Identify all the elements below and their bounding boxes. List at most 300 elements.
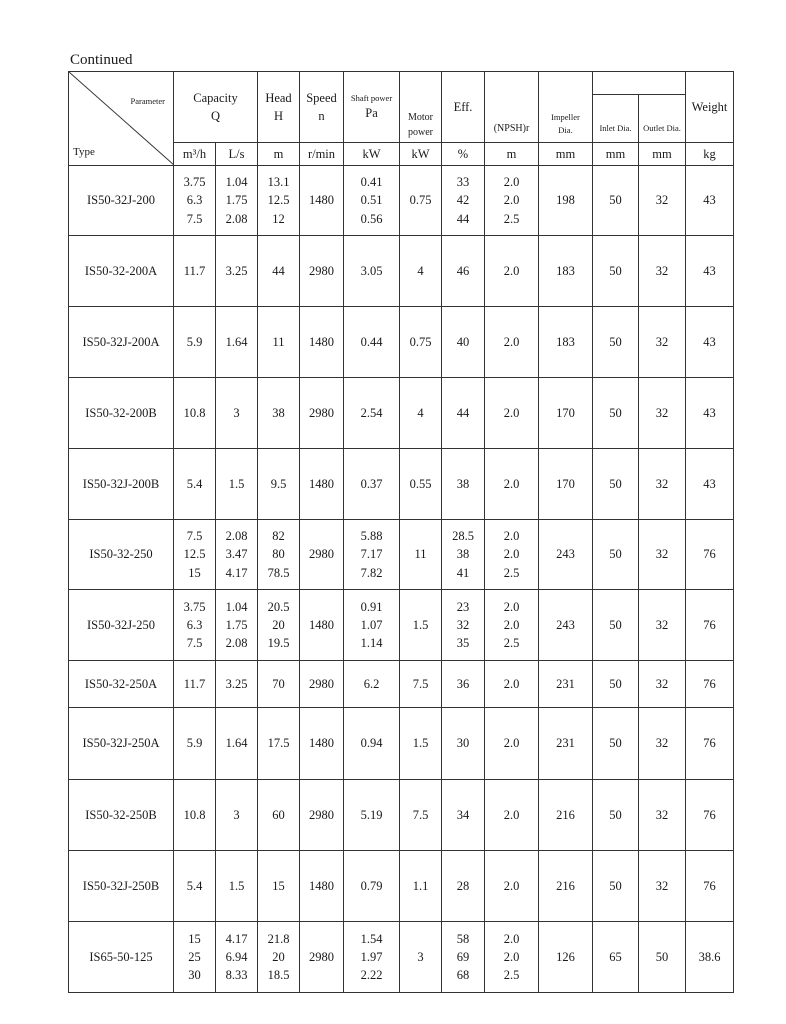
cell-motor: 0.55 xyxy=(400,449,442,520)
cell-outlet: 32 xyxy=(639,166,686,236)
cell-head xyxy=(258,378,300,449)
cell-value: 36 xyxy=(456,676,470,691)
cell-value: 46 xyxy=(456,263,470,278)
cell-weight: 76 xyxy=(686,520,734,590)
cell-outlet: 50 xyxy=(639,922,686,993)
cell-value: 2.0 xyxy=(503,617,520,632)
cell-speed: 1480 xyxy=(300,307,344,378)
cell-shaft xyxy=(344,236,400,307)
cell-type: IS50-32J-200 xyxy=(69,166,174,236)
impeller-header: Impeller Dia. xyxy=(539,72,593,143)
cell-npsh xyxy=(485,307,539,378)
cell-motor: 1.1 xyxy=(400,851,442,922)
table-row xyxy=(69,851,734,922)
cell-weight: 43 xyxy=(686,449,734,520)
cell-value: 5.9 xyxy=(186,334,203,349)
cell-inlet: 50 xyxy=(593,166,639,236)
cell-impeller: 170 xyxy=(539,378,593,449)
cell-type: IS50-32-200B xyxy=(69,378,174,449)
cell-impeller: 183 xyxy=(539,236,593,307)
cell-value: 1.75 xyxy=(225,617,248,632)
cell-weight: 76 xyxy=(686,661,734,708)
cell-value: 42 xyxy=(456,193,470,208)
cell-npsh xyxy=(485,449,539,520)
cell-q-ls xyxy=(216,708,258,780)
cell-value: 70 xyxy=(272,676,285,691)
cell-motor: 0.75 xyxy=(400,307,442,378)
cell-shaft xyxy=(344,378,400,449)
cell-speed: 2980 xyxy=(300,236,344,307)
cell-value: 11.7 xyxy=(183,676,206,691)
cell-value: 38 xyxy=(456,547,470,562)
cell-q-ls xyxy=(216,661,258,708)
cell-motor: 11 xyxy=(400,520,442,590)
cell-motor: 1.5 xyxy=(400,708,442,780)
cell-weight: 43 xyxy=(686,166,734,236)
cell-q-ls xyxy=(216,236,258,307)
cell-value: 28.5 xyxy=(452,529,474,544)
cell-head xyxy=(258,166,300,236)
cell-value: 34 xyxy=(456,807,470,822)
table-row xyxy=(69,307,734,378)
cell-npsh xyxy=(485,166,539,236)
cell-value: 2.0 xyxy=(503,263,520,278)
cell-value: 0.37 xyxy=(360,476,383,491)
cell-outlet: 32 xyxy=(639,307,686,378)
cell-npsh xyxy=(485,378,539,449)
cell-outlet: 32 xyxy=(639,590,686,661)
cell-motor: 7.5 xyxy=(400,661,442,708)
cell-speed: 1480 xyxy=(300,708,344,780)
cell-value: 82 xyxy=(272,529,285,544)
cell-impeller: 231 xyxy=(539,661,593,708)
cell-value: 15 xyxy=(188,565,201,580)
cell-shaft xyxy=(344,922,400,993)
cell-value: 1.5 xyxy=(228,476,245,491)
cell-value: 0.94 xyxy=(360,736,383,751)
cell-shaft xyxy=(344,307,400,378)
cell-value: 2.5 xyxy=(503,211,520,226)
cell-value: 2.0 xyxy=(503,529,520,544)
pump-spec-table xyxy=(68,71,734,993)
cell-inlet: 50 xyxy=(593,661,639,708)
cell-q-m3h xyxy=(174,922,216,993)
cell-value: 0.56 xyxy=(360,211,383,226)
cell-eff xyxy=(442,851,485,922)
table-row xyxy=(69,378,734,449)
cell-value: 8.33 xyxy=(225,968,248,983)
cell-value: 6.94 xyxy=(225,949,248,964)
cell-value: 5.88 xyxy=(360,529,383,544)
cell-value: 7.5 xyxy=(186,529,203,544)
cell-npsh xyxy=(485,520,539,590)
cell-value: 68 xyxy=(456,968,470,983)
cell-impeller: 216 xyxy=(539,851,593,922)
cell-speed: 1480 xyxy=(300,851,344,922)
unit-q-ls: L/s xyxy=(216,143,258,166)
cell-motor: 3 xyxy=(400,922,442,993)
cell-value: 0.51 xyxy=(360,193,383,208)
cell-weight: 76 xyxy=(686,590,734,661)
cell-value: 3.25 xyxy=(225,263,248,278)
cell-outlet: 32 xyxy=(639,378,686,449)
cell-value: 2.22 xyxy=(360,968,383,983)
cell-value: 0.44 xyxy=(360,334,383,349)
cell-value: 38 xyxy=(272,405,285,420)
cell-value: 20.5 xyxy=(267,599,290,614)
cell-impeller: 243 xyxy=(539,590,593,661)
cell-head xyxy=(258,236,300,307)
cell-npsh xyxy=(485,851,539,922)
cell-value: 3.05 xyxy=(360,263,383,278)
cell-value: 6.2 xyxy=(363,676,380,691)
cell-outlet: 32 xyxy=(639,851,686,922)
cell-eff xyxy=(442,922,485,993)
table-row xyxy=(69,520,734,590)
cell-eff xyxy=(442,307,485,378)
cell-value: 40 xyxy=(456,334,470,349)
cell-eff xyxy=(442,166,485,236)
cell-value: 1.97 xyxy=(360,949,383,964)
inlet-dia-header: Inlet Dia. xyxy=(593,95,639,143)
cell-value: 12.5 xyxy=(267,193,290,208)
cell-eff xyxy=(442,236,485,307)
cell-value: 1.04 xyxy=(225,599,248,614)
cell-value: 44 xyxy=(272,263,285,278)
unit-inlet: mm xyxy=(593,143,639,166)
cell-eff xyxy=(442,708,485,780)
cell-q-m3h xyxy=(174,236,216,307)
cell-value: 2.5 xyxy=(503,968,520,983)
cell-q-m3h xyxy=(174,449,216,520)
cell-npsh xyxy=(485,661,539,708)
cell-value: 2.0 xyxy=(503,599,520,614)
cell-value: 20 xyxy=(272,949,285,964)
cell-value: 1.64 xyxy=(225,736,248,751)
cell-value: 3 xyxy=(233,405,240,420)
cell-head xyxy=(258,922,300,993)
cell-value: 5.4 xyxy=(186,878,203,893)
cell-value: 7.5 xyxy=(186,211,203,226)
unit-npsh: m xyxy=(485,143,539,166)
cell-inlet: 50 xyxy=(593,378,639,449)
cell-value: 9.5 xyxy=(270,476,287,491)
unit-speed: r/min xyxy=(300,143,344,166)
unit-q-m3h: m³/h xyxy=(174,143,216,166)
cell-inlet: 50 xyxy=(593,520,639,590)
cell-head xyxy=(258,708,300,780)
cell-value: 2.0 xyxy=(503,547,520,562)
cell-value: 3.75 xyxy=(183,175,206,190)
cell-value: 32 xyxy=(456,617,470,632)
cell-value: 33 xyxy=(456,175,470,190)
cell-weight: 43 xyxy=(686,307,734,378)
cell-value: 5.19 xyxy=(360,807,383,822)
cell-motor: 7.5 xyxy=(400,780,442,851)
cell-impeller: 126 xyxy=(539,922,593,993)
cell-value: 3.47 xyxy=(225,547,248,562)
cell-value: 69 xyxy=(456,949,470,964)
cell-value: 6.3 xyxy=(186,193,203,208)
cell-q-m3h xyxy=(174,166,216,236)
cell-value: 30 xyxy=(188,968,201,983)
cell-value: 0.91 xyxy=(360,599,383,614)
cell-eff xyxy=(442,661,485,708)
cell-value: 35 xyxy=(456,636,470,651)
eff-header: Eff. xyxy=(442,72,485,143)
cell-weight: 38.6 xyxy=(686,922,734,993)
cell-value: 23 xyxy=(456,599,470,614)
cell-value: 1.04 xyxy=(225,175,248,190)
cell-value: 1.07 xyxy=(360,617,383,632)
unit-outlet: mm xyxy=(639,143,686,166)
page-title: Continued xyxy=(70,52,133,68)
cell-impeller: 231 xyxy=(539,708,593,780)
cell-type: IS50-32J-250B xyxy=(69,851,174,922)
cell-weight: 76 xyxy=(686,708,734,780)
cell-value: 2.5 xyxy=(503,565,520,580)
cell-shaft xyxy=(344,661,400,708)
cell-outlet: 32 xyxy=(639,661,686,708)
cell-value: 2.0 xyxy=(503,175,520,190)
cell-value: 7.5 xyxy=(186,636,203,651)
cell-value: 2.0 xyxy=(503,878,520,893)
cell-npsh xyxy=(485,236,539,307)
cell-value: 3 xyxy=(233,807,240,822)
cell-q-ls xyxy=(216,590,258,661)
cell-outlet: 32 xyxy=(639,520,686,590)
cell-head xyxy=(258,449,300,520)
cell-speed: 1480 xyxy=(300,166,344,236)
unit-motor: kW xyxy=(400,143,442,166)
cell-value: 2.0 xyxy=(503,736,520,751)
cell-speed: 2980 xyxy=(300,520,344,590)
cell-impeller: 183 xyxy=(539,307,593,378)
cell-value: 11 xyxy=(272,334,285,349)
cell-npsh xyxy=(485,922,539,993)
cell-eff xyxy=(442,449,485,520)
table-row xyxy=(69,708,734,780)
type-label: Type xyxy=(73,146,95,159)
cell-inlet: 50 xyxy=(593,449,639,520)
cell-motor: 1.5 xyxy=(400,590,442,661)
table-row xyxy=(69,449,734,520)
cell-impeller: 243 xyxy=(539,520,593,590)
cell-value: 1.5 xyxy=(228,878,245,893)
cell-type: IS50-32J-200B xyxy=(69,449,174,520)
cell-value: 11.7 xyxy=(183,263,206,278)
cell-npsh xyxy=(485,780,539,851)
cell-value: 3.25 xyxy=(225,676,248,691)
cell-outlet: 32 xyxy=(639,449,686,520)
cell-value: 30 xyxy=(456,736,470,751)
cell-value: 6.3 xyxy=(186,617,203,632)
cell-value: 20 xyxy=(272,617,285,632)
cell-speed: 2980 xyxy=(300,922,344,993)
cell-head xyxy=(258,780,300,851)
cell-type: IS50-32J-250A xyxy=(69,708,174,780)
cell-value: 2.08 xyxy=(225,529,248,544)
cell-value: 2.08 xyxy=(225,211,248,226)
cell-speed: 2980 xyxy=(300,661,344,708)
cell-eff xyxy=(442,520,485,590)
cell-q-m3h xyxy=(174,661,216,708)
cell-value: 7.17 xyxy=(360,547,383,562)
cell-speed: 1480 xyxy=(300,590,344,661)
cell-shaft xyxy=(344,449,400,520)
unit-head: m xyxy=(258,143,300,166)
cell-q-ls xyxy=(216,851,258,922)
parameter-label: Parameter xyxy=(130,96,165,106)
cell-value: 2.0 xyxy=(503,949,520,964)
cell-value: 19.5 xyxy=(267,636,290,651)
cell-head xyxy=(258,307,300,378)
diameter-group-header xyxy=(593,72,686,95)
motor-power-header: Motor power xyxy=(400,72,442,143)
cell-value: 10.8 xyxy=(183,405,206,420)
cell-inlet: 50 xyxy=(593,307,639,378)
cell-value: 44 xyxy=(456,405,470,420)
table-row xyxy=(69,236,734,307)
cell-value: 2.0 xyxy=(503,334,520,349)
parameter-type-corner xyxy=(69,72,174,166)
cell-inlet: 50 xyxy=(593,708,639,780)
table-row xyxy=(69,590,734,661)
cell-weight: 43 xyxy=(686,236,734,307)
cell-value: 13.1 xyxy=(267,175,290,190)
cell-type: IS65-50-125 xyxy=(69,922,174,993)
cell-value: 17.5 xyxy=(267,736,290,751)
cell-inlet: 50 xyxy=(593,590,639,661)
cell-weight: 76 xyxy=(686,780,734,851)
cell-eff xyxy=(442,780,485,851)
cell-value: 44 xyxy=(456,211,470,226)
cell-value: 15 xyxy=(188,931,201,946)
cell-q-m3h xyxy=(174,307,216,378)
cell-q-ls xyxy=(216,378,258,449)
cell-shaft xyxy=(344,851,400,922)
cell-shaft xyxy=(344,590,400,661)
cell-value: 2.54 xyxy=(360,405,383,420)
cell-inlet: 65 xyxy=(593,922,639,993)
cell-type: IS50-32J-200A xyxy=(69,307,174,378)
cell-head xyxy=(258,590,300,661)
cell-value: 5.4 xyxy=(186,476,203,491)
cell-motor: 0.75 xyxy=(400,166,442,236)
cell-type: IS50-32-200A xyxy=(69,236,174,307)
cell-q-ls xyxy=(216,307,258,378)
outlet-dia-header: Outlet Dia. xyxy=(639,95,686,143)
cell-npsh xyxy=(485,590,539,661)
unit-shaft: kW xyxy=(344,143,400,166)
cell-impeller: 170 xyxy=(539,449,593,520)
cell-head xyxy=(258,851,300,922)
cell-head xyxy=(258,520,300,590)
cell-value: 12.5 xyxy=(183,547,206,562)
cell-q-ls xyxy=(216,780,258,851)
cell-type: IS50-32-250A xyxy=(69,661,174,708)
cell-q-ls xyxy=(216,449,258,520)
cell-value: 0.41 xyxy=(360,175,383,190)
table-row xyxy=(69,661,734,708)
cell-motor: 4 xyxy=(400,378,442,449)
cell-value: 4.17 xyxy=(225,565,248,580)
head-header: Head H xyxy=(258,72,300,143)
unit-eff: % xyxy=(442,143,485,166)
unit-impeller: mm xyxy=(539,143,593,166)
cell-value: 2.0 xyxy=(503,676,520,691)
cell-q-ls xyxy=(216,166,258,236)
cell-q-m3h xyxy=(174,520,216,590)
cell-type: IS50-32-250B xyxy=(69,780,174,851)
cell-npsh xyxy=(485,708,539,780)
cell-q-m3h xyxy=(174,590,216,661)
cell-impeller: 198 xyxy=(539,166,593,236)
cell-eff xyxy=(442,590,485,661)
cell-speed: 1480 xyxy=(300,449,344,520)
cell-inlet: 50 xyxy=(593,780,639,851)
table-row xyxy=(69,922,734,993)
cell-value: 80 xyxy=(272,547,285,562)
cell-value: 2.0 xyxy=(503,405,520,420)
cell-value: 2.0 xyxy=(503,476,520,491)
cell-shaft xyxy=(344,166,400,236)
npsh-header: (NPSH)r xyxy=(485,72,539,143)
cell-value: 4.17 xyxy=(225,931,248,946)
cell-eff xyxy=(442,378,485,449)
shaft-power-header: Shaft power Pa xyxy=(344,72,400,143)
cell-outlet: 32 xyxy=(639,708,686,780)
cell-q-m3h xyxy=(174,851,216,922)
cell-value: 3.75 xyxy=(183,599,206,614)
cell-weight: 76 xyxy=(686,851,734,922)
cell-value: 10.8 xyxy=(183,807,206,822)
speed-header: Speed n xyxy=(300,72,344,143)
cell-outlet: 32 xyxy=(639,780,686,851)
cell-value: 1.75 xyxy=(225,193,248,208)
header-row-top xyxy=(69,72,734,95)
cell-value: 1.54 xyxy=(360,931,383,946)
cell-value: 1.14 xyxy=(360,636,383,651)
cell-q-ls xyxy=(216,922,258,993)
cell-value: 7.82 xyxy=(360,565,383,580)
cell-value: 2.0 xyxy=(503,807,520,822)
cell-inlet: 50 xyxy=(593,236,639,307)
capacity-header: Capacity Q xyxy=(174,72,258,143)
cell-value: 78.5 xyxy=(267,565,290,580)
cell-value: 58 xyxy=(456,931,470,946)
cell-value: 28 xyxy=(456,878,470,893)
cell-value: 5.9 xyxy=(186,736,203,751)
cell-value: 25 xyxy=(188,949,201,964)
cell-q-m3h xyxy=(174,708,216,780)
cell-value: 2.08 xyxy=(225,636,248,651)
cell-q-m3h xyxy=(174,780,216,851)
cell-value: 0.79 xyxy=(360,878,383,893)
cell-value: 41 xyxy=(456,565,470,580)
cell-inlet: 50 xyxy=(593,851,639,922)
cell-shaft xyxy=(344,708,400,780)
cell-weight: 43 xyxy=(686,378,734,449)
cell-type: IS50-32J-250 xyxy=(69,590,174,661)
weight-header: Weight xyxy=(686,72,734,143)
unit-weight: kg xyxy=(686,143,734,166)
cell-value: 18.5 xyxy=(267,968,290,983)
cell-q-ls xyxy=(216,520,258,590)
cell-q-m3h xyxy=(174,378,216,449)
cell-value: 60 xyxy=(272,807,285,822)
cell-value: 2.5 xyxy=(503,636,520,651)
